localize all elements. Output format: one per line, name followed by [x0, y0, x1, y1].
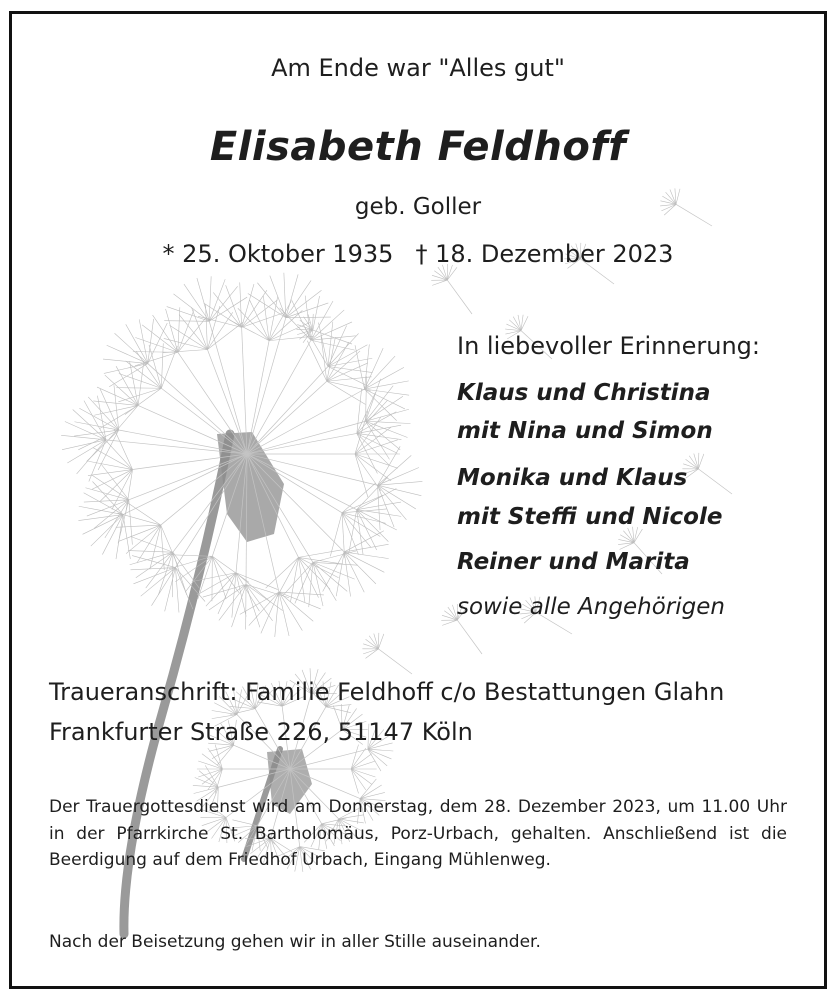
floating-seed-fluff	[438, 267, 447, 280]
dandelion-seed-fluff	[126, 324, 148, 363]
dandelion-seed-fluff	[365, 348, 384, 389]
dandelion-seed-fluff	[269, 301, 291, 340]
dandelion-seed-fluff	[198, 316, 242, 327]
memory-heading: In liebevoller Erinnerung:	[457, 332, 760, 360]
dandelion-seed-fluff	[197, 278, 209, 321]
dandelion-seed-fluff	[166, 309, 178, 352]
dandelion-seed-fluff	[355, 454, 391, 481]
dandelion-seed-fluff	[275, 592, 279, 637]
floating-seed-fluff	[363, 649, 378, 654]
dandelion-seed-fluff	[128, 551, 173, 553]
dandelion-seed-fluff	[378, 481, 423, 485]
dandelion-seed-fluff	[84, 500, 129, 502]
small-dandelion-seed-fluff	[351, 769, 366, 790]
floating-seed-stem	[457, 620, 482, 654]
dandelion-seed-fluff	[236, 573, 259, 611]
dandelion-seed-fluff	[328, 345, 367, 367]
birth-name: geb. Goller	[354, 194, 482, 220]
birth-date: * 25. Oktober 1935	[162, 240, 394, 268]
small-dandelion-seed-fluff	[368, 749, 381, 771]
dandelion-seed-fluff	[246, 584, 273, 620]
mourning-address-line2: Frankfurter Straße 226, 51147 Köln	[49, 718, 473, 746]
dandelion-seed-fluff	[279, 592, 289, 636]
family-line: mit Steffi und Nicole	[457, 504, 723, 530]
small-dandelion-seed-fluff	[351, 754, 371, 769]
family-line: Reiner und Marita	[457, 549, 690, 575]
dandelion-seed-fluff	[366, 396, 403, 421]
dandelion-seed-fluff	[311, 322, 352, 340]
floating-seed-fluff	[363, 644, 378, 649]
relatives-line: sowie alle Angehörigen	[457, 594, 725, 620]
dandelion-seed-fluff	[378, 485, 381, 530]
dandelion-seed-fluff	[378, 455, 412, 485]
dandelion-seed-fluff	[104, 364, 148, 374]
dandelion-seed-fluff	[207, 312, 232, 349]
small-dandelion-seed-fluff	[212, 745, 234, 759]
floating-seed-fluff	[366, 639, 379, 649]
dandelion-seed-fluff	[327, 381, 366, 404]
dandelion-seed-fluff	[98, 430, 119, 470]
floating-seed-fluff	[444, 611, 457, 620]
dandelion-seed-fluff	[114, 385, 119, 430]
floating-seed-fluff	[442, 620, 457, 625]
dandelion-seed-fluff	[305, 328, 328, 367]
dandelion-seed-fluff	[336, 552, 344, 596]
dandelion-seed-fluff	[179, 315, 207, 350]
floating-seed-fluff	[448, 607, 457, 620]
dandelion-seed-fluff	[79, 408, 118, 430]
floating-seed-fluff	[432, 280, 447, 285]
floating-seed-stem	[698, 469, 732, 494]
dandelion-seed-fluff	[119, 373, 162, 388]
dandelion-seed-fluff	[378, 485, 407, 520]
small-dandelion-seed-fluff	[326, 707, 351, 713]
dandelion-seed-fluff	[229, 320, 269, 341]
dandelion-seed-stem	[148, 364, 247, 454]
dandelion-seed-fluff	[65, 421, 106, 439]
dandelion-seed-fluff	[378, 467, 419, 485]
dandelion-seed-fluff	[213, 292, 241, 327]
floating-seed-fluff	[698, 454, 703, 469]
dandelion-seed-fluff	[91, 515, 123, 546]
floating-seed-stem	[447, 280, 472, 314]
dandelion-seed-fluff	[101, 464, 129, 500]
dandelion-seed-fluff	[203, 584, 246, 597]
dandelion-seed-fluff	[342, 509, 387, 513]
mourning-address-line1: Traueranschrift: Familie Feldhoff c/o Bestattungen Glahn	[49, 678, 725, 706]
dandelion-seed-fluff	[163, 349, 208, 352]
dandelion-seed-fluff	[137, 525, 161, 563]
floating-seed-fluff	[432, 275, 447, 280]
dandelion-seed-stem	[247, 340, 311, 454]
family-line: Monika und Klaus	[457, 465, 688, 491]
dandelion-seed-fluff	[167, 307, 210, 322]
dandelion-seed-fluff	[378, 485, 422, 495]
dandelion-seed-fluff	[107, 345, 148, 363]
motto: Am Ende war "Alles gut"	[271, 54, 565, 82]
dandelion-seed-fluff	[105, 500, 129, 538]
dandelion-seed-fluff	[207, 306, 219, 349]
dandelion-seed-fluff	[142, 325, 178, 352]
dandelion-seed-fluff	[355, 454, 368, 497]
dandelion-seed-fluff	[212, 556, 226, 599]
dandelion-seed-fluff	[61, 435, 106, 439]
dandelion-seed-fluff	[257, 283, 285, 318]
dandelion-seed-fluff	[250, 300, 269, 341]
dandelion-seed-fluff	[87, 430, 119, 461]
floating-seed-fluff	[686, 469, 699, 479]
dandelion-seed-fluff	[327, 377, 372, 381]
dandelion-seed-fluff	[232, 573, 236, 618]
life-dates	[12, 240, 824, 268]
small-dandelion-seed-fluff	[209, 745, 234, 751]
dandelion-seed-fluff	[84, 493, 123, 515]
dandelion-seed-fluff	[366, 421, 411, 423]
dandelion-seed-fluff	[365, 344, 370, 389]
small-dandelion-seed-fluff	[351, 761, 375, 769]
dandelion-seed-fluff	[164, 321, 209, 322]
dandelion-seed-fluff	[269, 322, 310, 340]
family-line: mit Nina und Simon	[457, 418, 713, 444]
floating-seed-fluff	[378, 634, 383, 649]
dandelion-seed-fluff	[378, 485, 395, 527]
dandelion-seed-fluff	[357, 389, 362, 434]
dandelion-seed-fluff	[116, 366, 138, 405]
dandelion-seed-fluff	[148, 323, 168, 364]
dandelion-seed-fluff	[261, 592, 279, 633]
small-dandelion-seed-fluff	[351, 769, 375, 777]
service-details: Der Trauergottesdienst wird am Donnerstag, dem 28. Dezember 2023, um 11.00 Uhr in der Pfarrkirche St. Bartholomäus, Porz-Urbach, gehalten. Anschließend ist die Beerdigung auf dem Friedhof Urbach, Eingang Mühlenweg.	[49, 797, 787, 870]
floating-seed-fluff	[366, 649, 379, 659]
dandelion-seed-fluff	[129, 500, 133, 545]
dandelion-seed-fluff	[109, 405, 138, 439]
dandelion-seed-fluff	[116, 388, 161, 389]
dandelion-seed-fluff	[323, 552, 345, 592]
family-line: Klaus und Christina	[457, 380, 711, 406]
dandelion-seed-fluff	[248, 293, 286, 317]
dandelion-head-core	[217, 432, 284, 542]
dandelion-seed-fluff	[170, 325, 208, 349]
floating-seed-fluff	[374, 634, 379, 649]
dandelion-seed-fluff	[344, 552, 376, 584]
dandelion-seed-fluff	[342, 495, 383, 513]
small-dandelion-seed-fluff	[351, 745, 358, 769]
dandelion-seed-fluff	[365, 367, 404, 389]
dandelion-seed-fluff	[184, 284, 209, 321]
floating-seed-fluff	[694, 454, 699, 469]
floating-seed-fluff	[689, 456, 698, 469]
dandelion-seed-fluff	[277, 557, 298, 597]
dandelion-seed-fluff	[246, 584, 283, 610]
floating-seed-fluff	[369, 636, 378, 649]
dandelion-seed-fluff	[178, 307, 180, 352]
dandelion-seed-fluff	[93, 448, 132, 470]
deceased-name: Elisabeth Feldhoff	[209, 124, 627, 170]
dandelion-seed-fluff	[212, 556, 239, 592]
floating-seed-fluff	[442, 615, 457, 620]
small-dandelion-seed-fluff	[351, 769, 371, 784]
dandelion-seed-fluff	[114, 429, 133, 470]
dandelion-seed-fluff	[240, 282, 242, 327]
dandelion-seed-fluff	[151, 568, 175, 606]
dandelion-seed-fluff	[342, 513, 380, 537]
small-dandelion-seed-fluff	[215, 769, 222, 793]
dandelion-seed-fluff	[311, 301, 333, 340]
dandelion-seed-fluff	[103, 359, 148, 363]
small-dandelion-seed-fluff	[202, 754, 222, 769]
dandelion-seed-fluff	[165, 568, 176, 612]
dandelion-seed-fluff	[123, 515, 130, 559]
floating-seed-fluff	[434, 271, 447, 280]
dandelion-seed-fluff	[330, 513, 342, 556]
dandelion-seed-fluff	[355, 345, 365, 389]
dandelion-seed-fluff	[133, 568, 175, 584]
dandelion-seed-fluff	[161, 343, 163, 388]
dandelion-seed-fluff	[242, 300, 278, 327]
obituary-notice	[9, 11, 827, 989]
dandelion-seed-fluff	[279, 592, 302, 630]
dandelion-seed-fluff	[242, 290, 267, 327]
dandelion-seed-fluff	[131, 568, 176, 570]
dandelion-seed-fluff	[84, 401, 106, 440]
dandelion-seed-fluff	[164, 338, 208, 349]
small-dandelion-seed-fluff	[217, 745, 233, 765]
closing-note: Nach der Beisetzung gehen wir in aller Stille auseinander.	[49, 932, 541, 952]
dandelion-seed-fluff	[284, 273, 286, 318]
floating-seed-fluff	[686, 459, 699, 469]
small-dandelion-seed-fluff	[194, 787, 219, 793]
floating-seed-fluff	[447, 267, 457, 280]
dandelion-seed-fluff	[313, 562, 336, 600]
dandelion-seed-stem	[247, 389, 365, 454]
dandelion-seed-fluff	[62, 440, 106, 450]
dandelion-seed-fluff	[125, 388, 161, 414]
floating-seed-stem	[378, 649, 412, 674]
small-dandelion-seed-fluff	[351, 769, 358, 793]
small-dandelion-seed-fluff	[198, 761, 222, 769]
small-dandelion-seed-fluff	[368, 749, 387, 766]
floating-seed-fluff	[300, 320, 313, 330]
dandelion-seed-fluff	[209, 584, 246, 610]
dandelion-seed-fluff	[89, 440, 106, 482]
floating-seed-fluff	[634, 529, 642, 543]
dandelion-seed-fluff	[366, 421, 408, 437]
dandelion-seed-fluff	[209, 276, 211, 321]
dandelion-seed-fluff	[135, 338, 178, 353]
dandelion-seed-fluff	[311, 336, 356, 340]
death-date: † 18. Dezember 2023	[415, 240, 674, 268]
dandelion-seed-fluff	[286, 274, 298, 317]
